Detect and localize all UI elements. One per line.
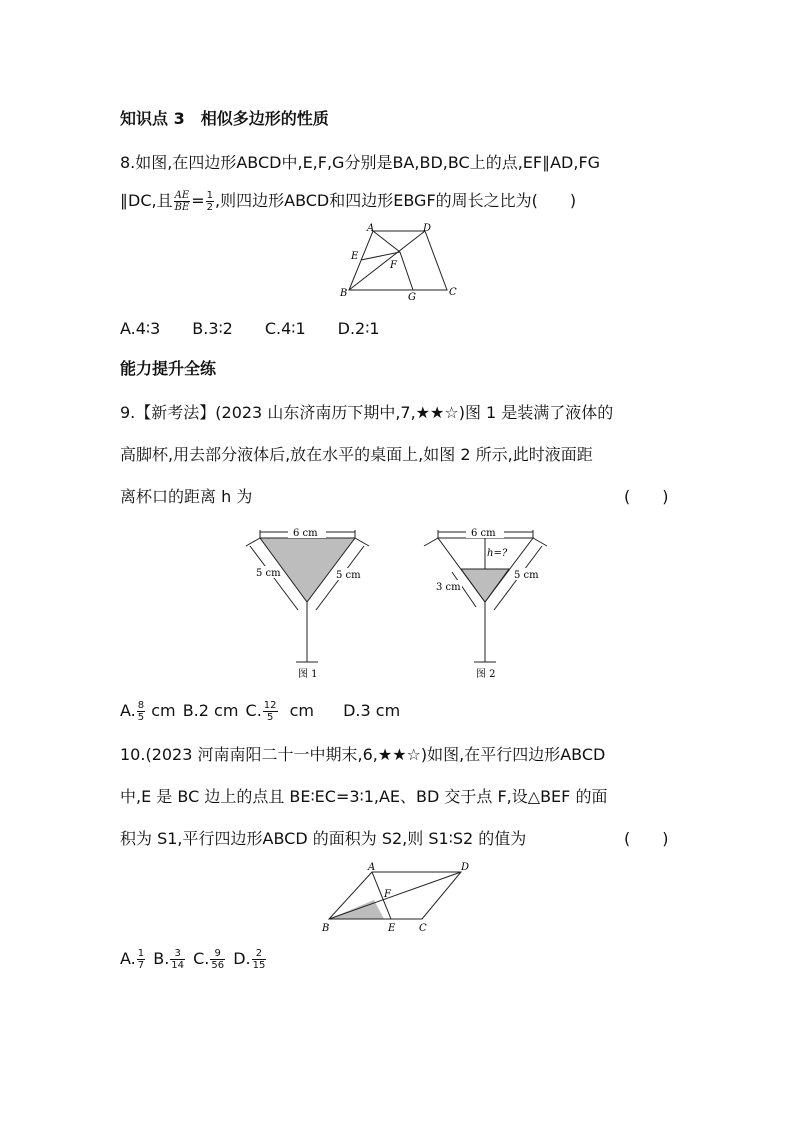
label-e: E: [351, 251, 359, 262]
q10-opt-b: B. $\frac{3}{14}$: [153, 948, 185, 971]
q8-line2: [120, 188, 576, 213]
goblet1-left-label: 5 cm: [256, 568, 281, 579]
diagonal-bd: [349, 231, 425, 290]
q10-opt-a: A. $\frac{1}{7}$: [120, 948, 145, 971]
q10-opt-d: D. $\frac{2}{15}$: [233, 948, 266, 971]
q8-options: A.4∶3 B.3∶2 C.4∶1 D.2∶1: [120, 319, 380, 338]
goblet2-right-label: 5 cm: [514, 570, 539, 581]
goblet2-liquid: [461, 569, 509, 602]
figure2-caption: 图 2: [476, 669, 496, 680]
goblet2-width-label: 6 cm: [471, 528, 496, 539]
q9-opt-b: B.2 cm: [182, 701, 239, 720]
label-b: B: [322, 923, 330, 934]
label-f: F: [384, 889, 391, 900]
q9-opt-d: D.3 cm: [343, 701, 401, 720]
q8-equals: =: [191, 191, 205, 210]
q9-opt-a-prefix: A.: [120, 701, 136, 720]
q8-line1: 8.如图,在四边形ABCD中,E,F,G分别是BA,BD,BC上的点,EF∥AD,FG: [120, 153, 601, 172]
goblet1-width-label: 6 cm: [293, 528, 318, 539]
q9-figure2-goblet: [414, 512, 554, 684]
q9-opt-c-unit: cm: [289, 701, 314, 720]
q9-line3: 离杯口的距离 h 为: [120, 487, 253, 506]
q8-half-fraction: $\frac{1}{2}$: [206, 190, 214, 213]
q9-line1: 9.【新考法】(2023 山东济南历下期中,7,★★☆)图 1 是装满了液体的: [120, 403, 614, 422]
segment-af: [373, 231, 400, 252]
label-b: B: [340, 288, 348, 299]
label-g: G: [408, 292, 416, 302]
label-d: D: [423, 223, 432, 234]
goblet2-h-label: h=?: [487, 548, 508, 559]
label-e: E: [388, 923, 396, 934]
q8-line2-a: ∥DC,且: [120, 191, 173, 210]
label-a: A: [367, 223, 375, 234]
q9-opt-a-fraction: $\frac{8}{5}$: [137, 700, 145, 723]
section-heading: 知识点 3 相似多边形的性质: [120, 109, 329, 128]
q8-ratio-fraction: $\frac{AE}{BE}$: [174, 190, 190, 213]
label-f: F: [390, 260, 397, 271]
figure1-caption: 图 1: [298, 669, 318, 680]
q9-options: [120, 700, 400, 723]
label-c: C: [419, 923, 427, 934]
q9-opt-a-unit: cm: [151, 701, 176, 720]
q10-options: [120, 948, 267, 971]
segment-fg: [400, 252, 413, 290]
goblet1-right-label: 5 cm: [336, 570, 361, 581]
section2-heading: 能力提升全练: [120, 359, 217, 378]
label-d: D: [461, 862, 470, 873]
segment-ef: [361, 252, 400, 260]
q10-opt-c: C. $\frac{9}{56}$: [193, 948, 225, 971]
q9-answer-paren: ( ): [624, 487, 669, 506]
q10-figure-parallelogram: [318, 856, 478, 936]
q10-answer-paren: ( ): [624, 829, 669, 848]
goblet2-left-label: 3 cm: [436, 582, 461, 593]
q8-line2-b: ,则四边形ABCD和四边形EBGF的周长之比为( ): [215, 191, 577, 210]
q9-line2: 高脚杯,用去部分液体后,放在水平的桌面上,如图 2 所示,此时液面距: [120, 445, 593, 464]
q10-line3: 积为 S1,平行四边形ABCD 的面积为 S2,则 S1∶S2 的值为: [120, 829, 527, 848]
label-a: A: [368, 862, 376, 873]
label-c: C: [449, 287, 457, 298]
q9-opt-c-prefix: C.: [245, 701, 262, 720]
trapezoid-abcd: [349, 231, 447, 290]
q9-opt-c-fraction: $\frac{12}{5}$: [263, 700, 277, 723]
q8-figure-trapezoid: [330, 222, 470, 302]
q10-line1: 10.(2023 河南南阳二十一中期末,6,★★☆)如图,在平行四边形ABCD: [120, 745, 606, 764]
q9-figure1-goblet: [236, 512, 376, 684]
q10-line2: 中,E 是 BC 边上的点且 BE∶EC=3∶1,AE、BD 交于点 F,设△BEF 的面: [120, 787, 608, 806]
